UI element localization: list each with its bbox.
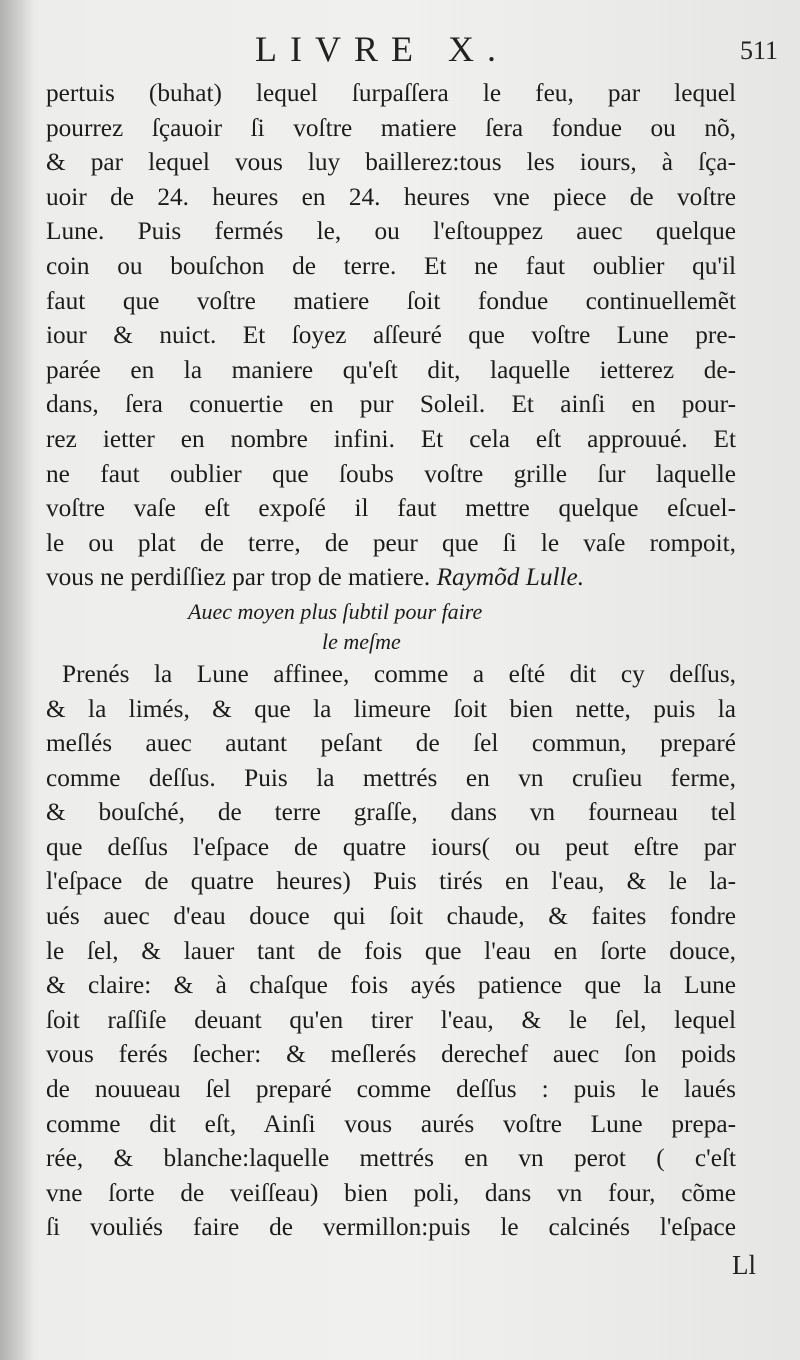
text-line: ne faut oublier que ſoubs voſtre grille ſur laquelle — [46, 459, 736, 488]
text-line: comme deſſus. Puis la mettrés en vn cruſieu ferme, — [46, 763, 736, 792]
text-line: & claire: & à chaſque fois ayés patience que la Lune — [46, 971, 736, 1000]
text-line: l'eſpace de quatre heures) Puis tirés en l'eau, & le la- — [46, 867, 736, 896]
text-line: ués auec d'eau douce qui ſoit chaude, & faites fondre — [46, 902, 736, 931]
text-line: pertuis (buhat) lequel ſurpaſſera le feu, par lequel — [46, 79, 736, 107]
text-line: uoir de 24. heures en 24. heures vne piece de voſtre — [46, 182, 736, 211]
text-line: de nouueau ſel preparé comme deſſus : puis le laués — [46, 1075, 736, 1104]
page-number: 511 — [739, 36, 778, 65]
text-line: ſi vouliés faire de vermillon:puis le calcinés l'eſpace — [46, 1213, 736, 1242]
text-line: iour & nuict. Et ſoyez aſſeuré que voſtre Lune pre- — [46, 321, 736, 350]
paragraph-1-last-line — [46, 560, 736, 595]
signature-mark: Ll — [732, 1250, 756, 1280]
text-line: dans, ſera conuertie en pur Soleil. Et ainſi en pour- — [46, 390, 736, 419]
paragraph-1-last-text: vous ne perdiſſiez par trop de matiere. — [46, 563, 431, 592]
section-heading-line-2: le meſme — [322, 628, 401, 654]
text-line: meſlés auec autant peſant de ſel commun, preparé — [46, 729, 736, 758]
text-line: comme dit eſt, Ainſi vous aurés voſtre Lune prepa- — [46, 1109, 736, 1138]
text-line: Prenés la Lune affinee, comme a eſté dit cy deſſus, — [62, 659, 736, 688]
binding-shadow — [0, 0, 34, 1360]
text-line: & bouſché, de terre graſſe, dans vn fourneau tel — [46, 798, 736, 827]
text-line: vous ferés ſecher: & meſlerés derechef auec ſon poids — [46, 1040, 736, 1069]
text-line: ſoit raſſiſe deuant qu'en tirer l'eau, & le ſel, lequel — [46, 1005, 736, 1034]
attribution: Raymõd Lulle. — [436, 563, 585, 592]
text-line: & par lequel vous luy baillerez:tous les iours, à ſça- — [46, 148, 736, 177]
text-line: coin ou bouſchon de terre. Et ne faut oublier qu'il — [46, 251, 736, 280]
body-text — [46, 76, 736, 1245]
text-line: faut que voſtre matiere ſoit fondue continuellemẽt — [46, 286, 736, 315]
section-heading-line-1: Auec moyen plus ſubtil pour faire — [188, 598, 483, 624]
text-line: rée, & blanche:laquelle mettrés en vn perot ( c'eſt — [46, 1144, 736, 1173]
text-line: & la limés, & que la limeure ſoit bien nette, puis la — [46, 694, 736, 723]
paragraph-2 — [46, 657, 736, 1245]
text-line: Lune. Puis fermés le, ou l'eſtouppez auec quelque — [46, 217, 736, 246]
text-line: rez ietter en nombre infini. Et cela eſt approuué. Et — [46, 424, 736, 453]
text-line: le ſel, & lauer tant de fois que l'eau en ſorte douce, — [46, 936, 736, 965]
text-line: pourrez ſçauoir ſi voſtre matiere ſera fondue ou nõ, — [46, 113, 736, 142]
paragraph-1 — [46, 76, 736, 560]
text-line: que deſſus l'eſpace de quatre iours( ou peut eſtre par — [46, 832, 736, 861]
text-line: voſtre vaſe eſt expoſé il faut mettre quelque eſcuel- — [46, 494, 736, 523]
text-line: le ou plat de terre, de peur que ſi le vaſe rompoit, — [46, 528, 736, 557]
text-line: parée en la maniere qu'eſt dit, laquelle ietterez de- — [46, 355, 736, 384]
text-line: vne ſorte de veiſſeau) bien poli, dans vn four, cõme — [46, 1178, 736, 1207]
running-head: LIVRE X. — [255, 29, 509, 69]
page-header — [0, 22, 800, 72]
